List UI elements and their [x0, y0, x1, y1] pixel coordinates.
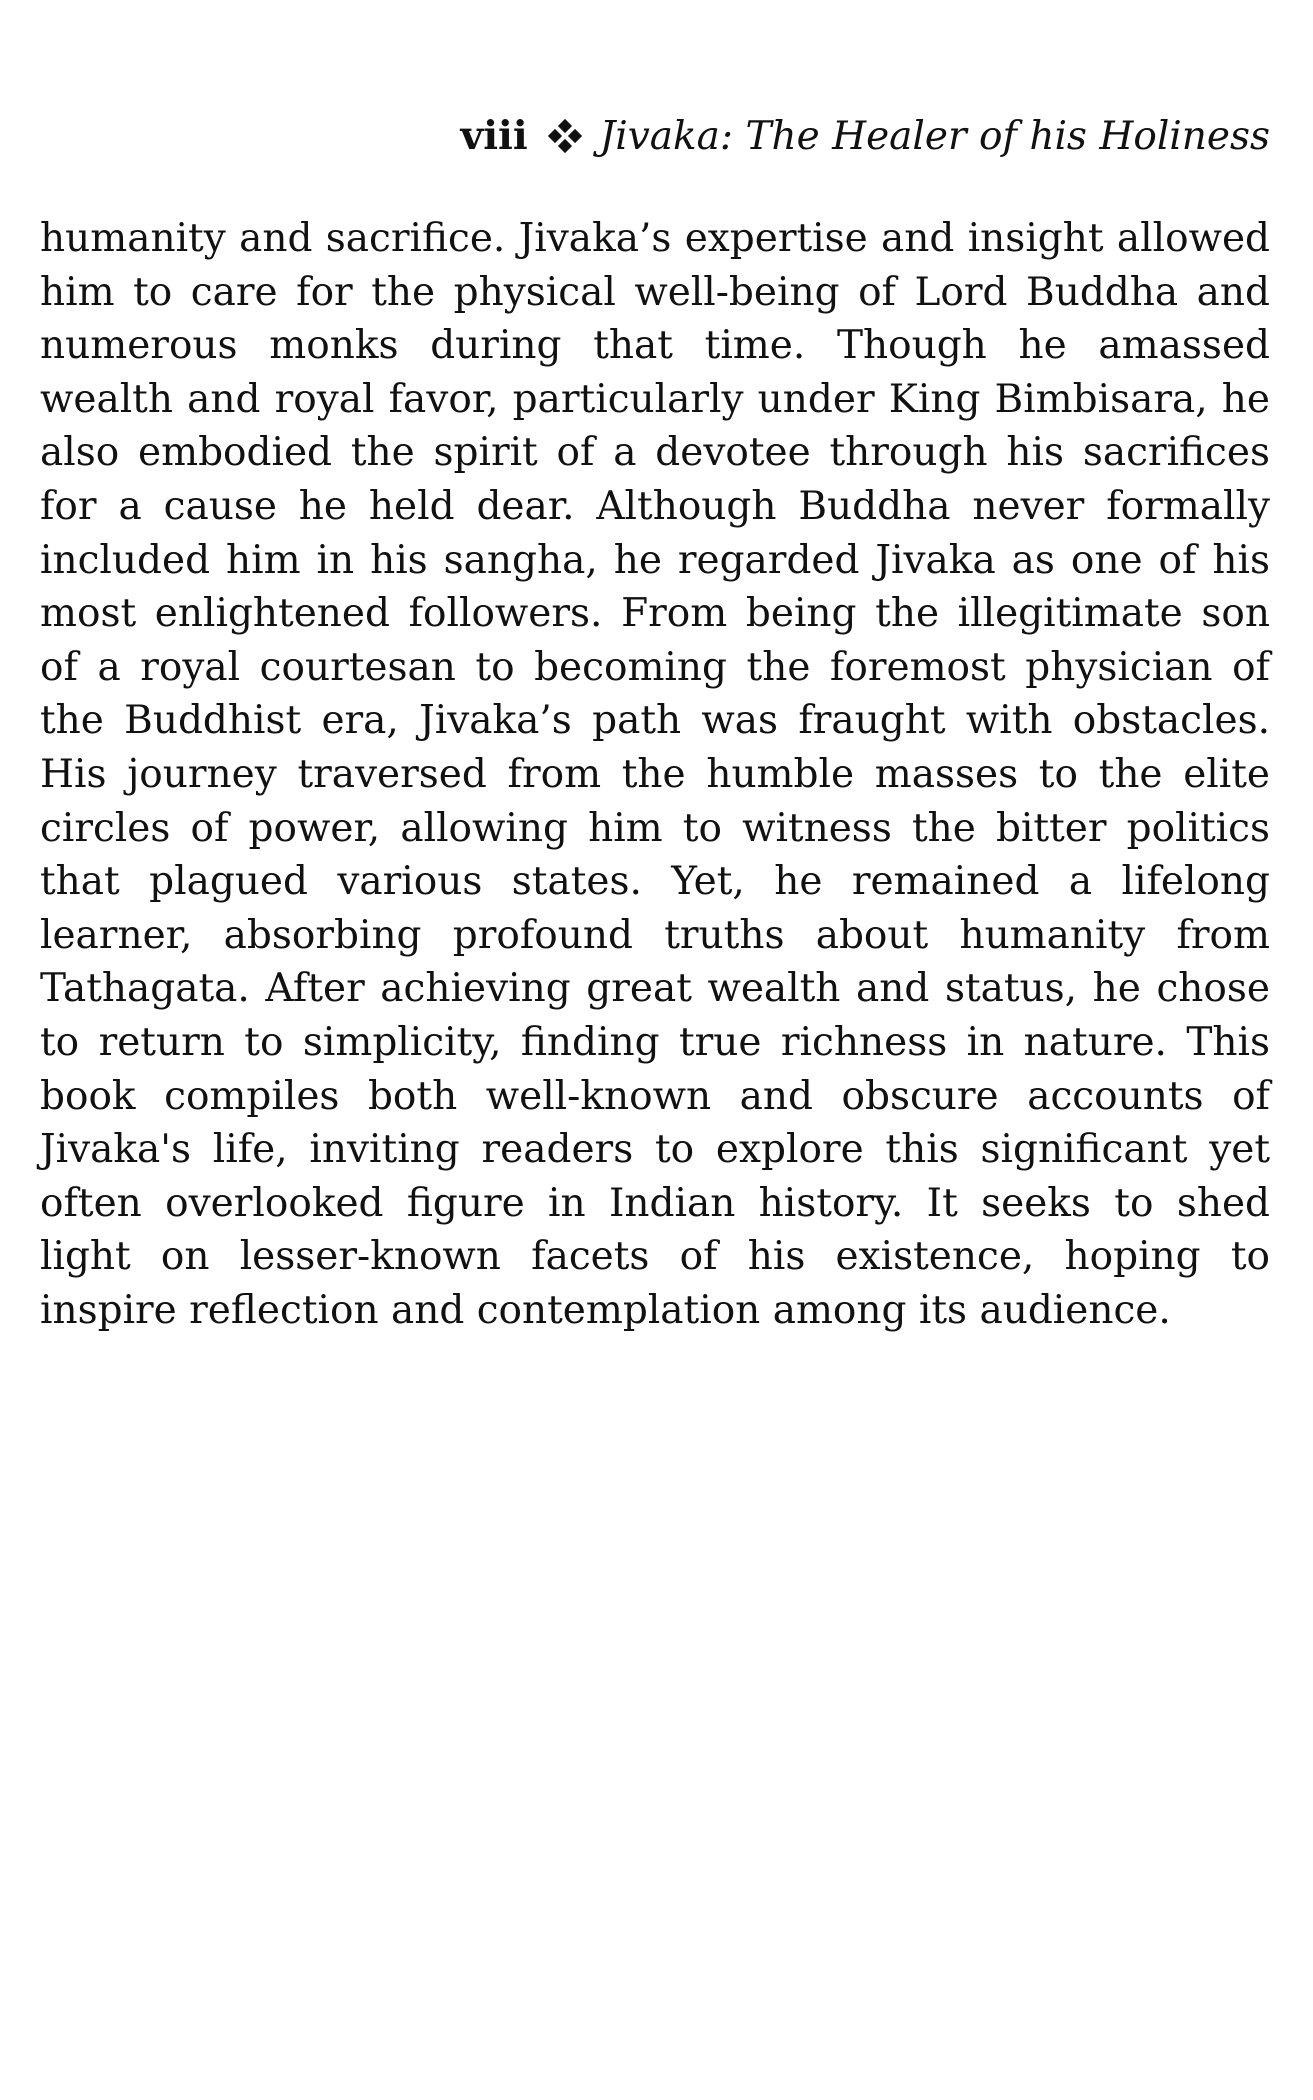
- diamond-cluster-icon: [550, 121, 580, 151]
- page-number: viii: [460, 113, 528, 159]
- body-paragraph: humanity and sacrifice. Jivaka’s expertise and insight allowed him to care for the physical well-being of Lord Buddha and numerous monks during that time. Though he amassed wealth and royal favor, particularly under King Bimbisara, he also embodied the spirit of a devotee through his sacrifices for a cause he held dear. Although Buddha never formally included him in his sangha, he regarded Jivaka as one of his most enlightened followers. From being the illegitimate son of a royal courtesan to becoming the foremost physician of the Buddhist era, Jivaka’s path was fraught with obstacles. His journey traversed from the humble masses to the elite circles of power, allowing him to witness the bitter politics that plagued various states. Yet, he remained a lifelong learner, absorbing profound truths about humanity from Tathagata. After achieving great wealth and status, he chose to return to simplicity, finding true richness in nature. This book compiles both well-known and obscure accounts of Jivaka's life, inviting readers to explore this significant yet often overlooked figure in Indian history. It seeks to shed light on lesser-known facets of his existence, hoping to inspire reflection and contemplation among its audience.: [40, 216, 1270, 1333]
- book-title: Jivaka: The Healer of his Holiness: [599, 114, 1270, 159]
- running-header: [40, 108, 1270, 165]
